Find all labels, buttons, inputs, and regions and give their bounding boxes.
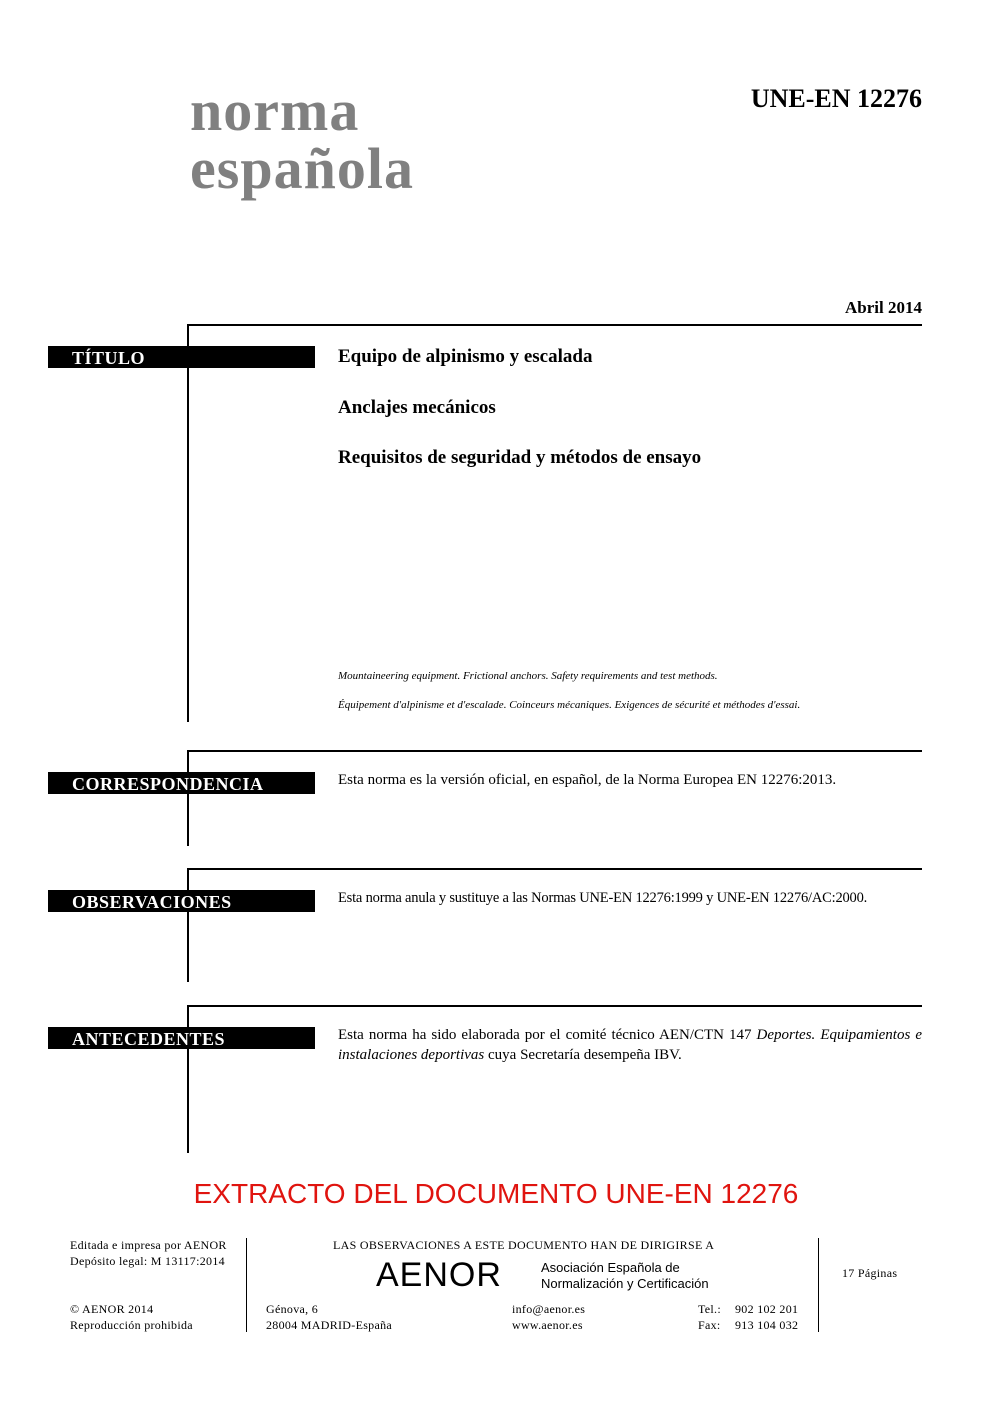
correspondencia-text: Esta norma es la versión oficial, en español, de la Norma Europea EN 12276:2013.: [338, 772, 837, 788]
footer-fax: 913 104 032: [735, 1318, 799, 1332]
standard-code: UNE-EN 12276: [750, 84, 922, 113]
title-translation-fr: Équipement d'alpinisme et d'escalade. Coinceurs mécaniques. Exigences de sécurité et méthodes d'essai.: [338, 699, 801, 711]
footer-fax-label: Fax:: [698, 1318, 721, 1332]
footer-address-2: 28004 MADRID-España: [266, 1318, 393, 1332]
footer-web[interactable]: www.aenor.es: [512, 1318, 583, 1332]
observaciones-left-rule: [187, 868, 189, 982]
title-translation-en: Mountaineering equipment. Frictional anchors. Safety requirements and test methods.: [338, 670, 718, 682]
brand-title: [190, 78, 414, 201]
antecedentes-label: ANTECEDENTES: [48, 1027, 315, 1049]
footer-tel: 902 102 201: [735, 1302, 799, 1316]
footer-address-1: Génova, 6: [266, 1302, 319, 1316]
title-line-2: Anclajes mecánicos: [338, 397, 496, 418]
titulo-top-rule: [187, 324, 922, 326]
antecedentes-top-rule: [187, 1005, 922, 1007]
footer-edited: Editada e impresa por AENOR: [70, 1238, 227, 1252]
footer-copyright: © AENOR 2014: [70, 1302, 154, 1316]
brand-line-2: española: [190, 136, 414, 201]
antecedentes-text-part2: cuya Secretaría desempeña IBV.: [484, 1047, 682, 1063]
footer-tel-label: Tel.:: [698, 1302, 721, 1316]
footer-deposit: Depósito legal: M 13117:2014: [70, 1254, 225, 1268]
antecedentes-committee-name: Deportes. Equipamientos e instalaciones deportivas: [338, 1027, 922, 1063]
title-line-1: Equipo de alpinismo y escalada: [338, 346, 593, 367]
aenor-logo-word: AENOR: [376, 1256, 502, 1294]
correspondencia-label: CORRESPONDENCIA: [48, 772, 315, 794]
aenor-full-name: [541, 1260, 709, 1292]
observaciones-top-rule: [187, 868, 922, 870]
correspondencia-left-rule: [187, 750, 189, 846]
footer-email[interactable]: info@aenor.es: [512, 1302, 586, 1316]
antecedentes-text-part1: Esta norma ha sido elaborada por el comité técnico AEN/CTN 147: [338, 1027, 757, 1043]
antecedentes-text: [338, 1025, 922, 1065]
title-line-3: Requisitos de seguridad y métodos de ensayo: [338, 447, 702, 468]
publication-date: Abril 2014: [845, 298, 922, 317]
aenor-name-line-1: Asociación Española de: [541, 1260, 680, 1275]
correspondencia-top-rule: [187, 750, 922, 752]
footer-divider-right: [818, 1238, 819, 1332]
observaciones-text: Esta norma anula y sustituye a las Normas UNE-EN 12276:1999 y UNE-EN 12276/AC:2000.: [338, 890, 868, 906]
titulo-label: TÍTULO: [48, 346, 315, 368]
titulo-left-rule: [187, 324, 189, 722]
brand-line-1: norma: [190, 78, 360, 143]
aenor-name-line-2: Normalización y Certificación: [541, 1276, 709, 1291]
footer-reproduction: Reproducción prohibida: [70, 1318, 193, 1332]
footer-divider-left: [246, 1238, 247, 1332]
footer-pages: 17 Páginas: [842, 1266, 898, 1280]
observaciones-label: OBSERVACIONES: [48, 890, 315, 912]
extract-watermark: EXTRACTO DEL DOCUMENTO UNE-EN 12276: [193, 1178, 799, 1209]
footer-observations-note: LAS OBSERVACIONES A ESTE DOCUMENTO HAN DE DIRIGIRSE A: [333, 1238, 715, 1252]
